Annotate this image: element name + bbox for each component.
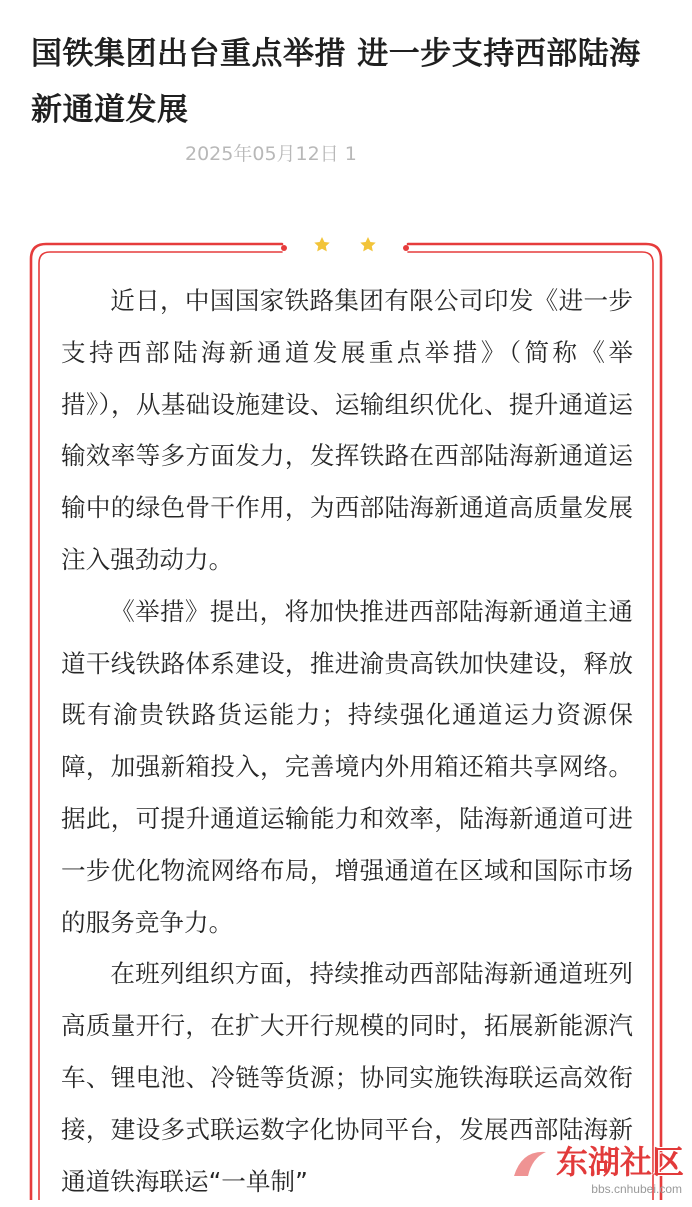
article-date: 2025年05月12日 1 [185, 143, 357, 165]
paragraph: 近日，中国国家铁路集团有限公司印发《进一步支持西部陆海新通道发展重点举措》（简称《举措》），从基础设施建设、运输组织优化、提升通道运输效率等多方面发力，发挥铁路在西部陆海新通道运输中的绿色骨干作用，为西部陆海新通道高质量发展注入强劲动力。 [61, 286, 633, 574]
paragraph: 在班列组织方面，持续推动西部陆海新通道班列高质量开行，在扩大开行规模的同时，拓展新能源汽车、锂电池、冷链等货源；协同实施铁海联运高效衔接，建设多式联运数字化协同平台，发展西部陆海新通道铁海联运“一单制” [61, 959, 633, 1196]
watermark-url: bbs.cnhubei.com [591, 1182, 682, 1196]
star-icon [314, 237, 329, 251]
star-icon [360, 237, 375, 251]
watermark-logo-text: 东湖社区 [555, 1143, 684, 1181]
paragraph: 《举措》提出，将加快推进西部陆海新通道主通道干线铁路体系建设，推进渝贵高铁加快建设，释放既有渝贵铁路货运能力；持续强化通道运力资源保障，加强新箱投入，完善境内外用箱还箱共享网络。据此，可提升通道运输能力和效率，陆海新通道可进一步优化物流网络布局，增强通道在区域和国际市场的服务竞争力。 [61, 596, 633, 937]
article-body [61, 275, 633, 1207]
watermark-logo-icon [510, 1146, 550, 1180]
article-title: 国铁集团出台重点举措 进一步支持西部陆海新通道发展 [31, 36, 641, 128]
site-watermark [508, 1140, 692, 1200]
